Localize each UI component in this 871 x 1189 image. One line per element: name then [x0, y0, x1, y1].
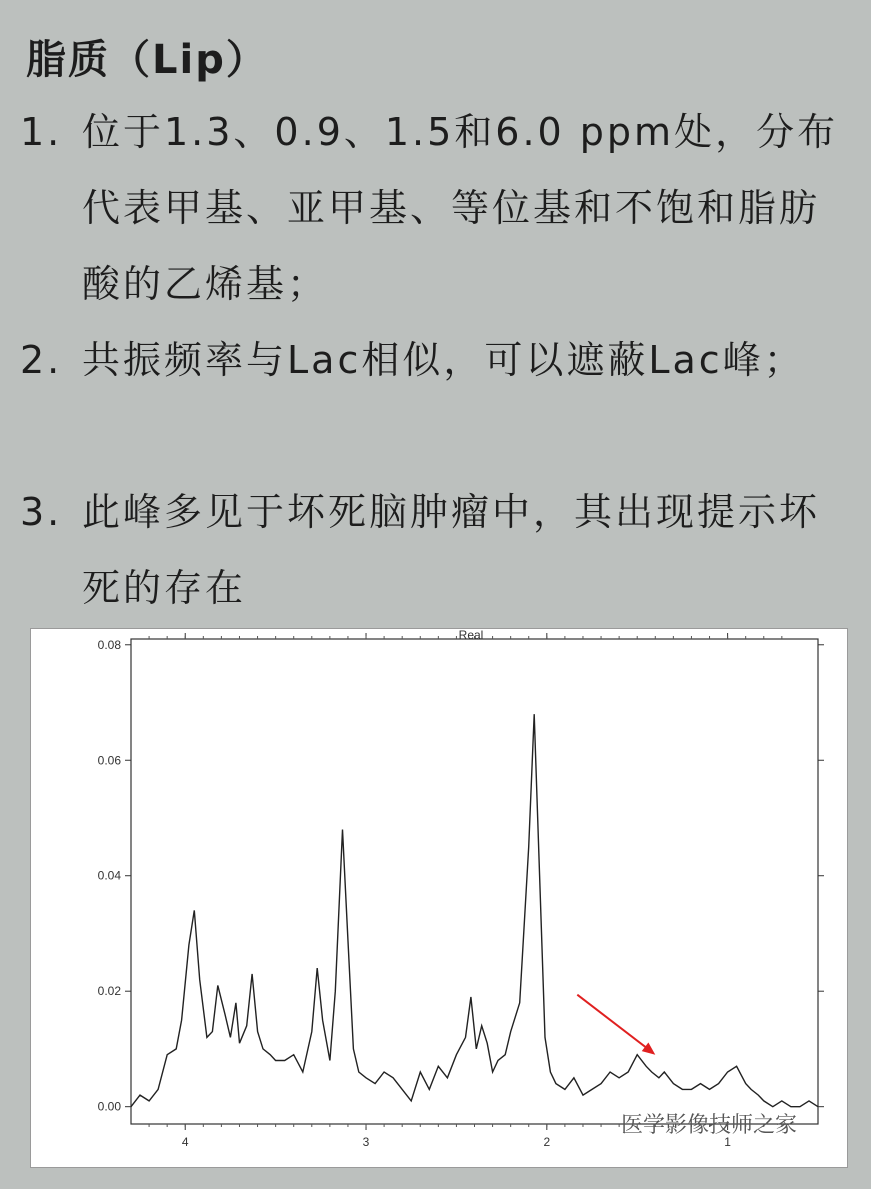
- list-number: 2.: [20, 338, 63, 382]
- spectrum-chart: [31, 629, 847, 1167]
- y-tick-label: 0.00: [97, 1099, 121, 1114]
- spectrum-series-line: [131, 714, 818, 1107]
- list-number: 3.: [20, 490, 63, 534]
- list-text: 此峰多见于坏死脑肿瘤中，其出现提示坏死的存在: [82, 490, 821, 610]
- y-tick-label: 0.08: [97, 637, 121, 652]
- annotation-arrow-shaft: [577, 995, 650, 1051]
- x-tick-label: 4: [181, 1135, 189, 1149]
- annotation-arrow-head: [642, 1043, 656, 1055]
- list-item: [20, 474, 860, 626]
- mrs-spectrum-figure: [30, 628, 848, 1168]
- x-tick-label: 3: [362, 1135, 370, 1149]
- plot-frame: [131, 639, 818, 1124]
- list-text: 共振频率与Lac相似，可以遮蔽Lac峰；: [82, 338, 805, 382]
- list-number: 1.: [20, 110, 63, 154]
- list-item: [20, 322, 860, 398]
- y-tick-label: 0.04: [97, 868, 121, 883]
- watermark-text: 医学影像技师之家: [621, 1113, 798, 1138]
- list-text: 位于1.3、0.9、1.5和6.0 ppm处，分布代表甲基、亚甲基、等位基和不饱和脂肪酸的乙烯基；: [82, 110, 839, 306]
- x-tick-label: 2: [543, 1135, 551, 1149]
- chart-title: Real: [458, 629, 484, 642]
- x-tick-label: 1: [724, 1135, 731, 1149]
- y-tick-label: 0.06: [97, 753, 121, 768]
- y-tick-label: 0.02: [97, 984, 121, 999]
- section-heading: 脂质（Lip）: [26, 37, 268, 83]
- list-item: [20, 94, 860, 322]
